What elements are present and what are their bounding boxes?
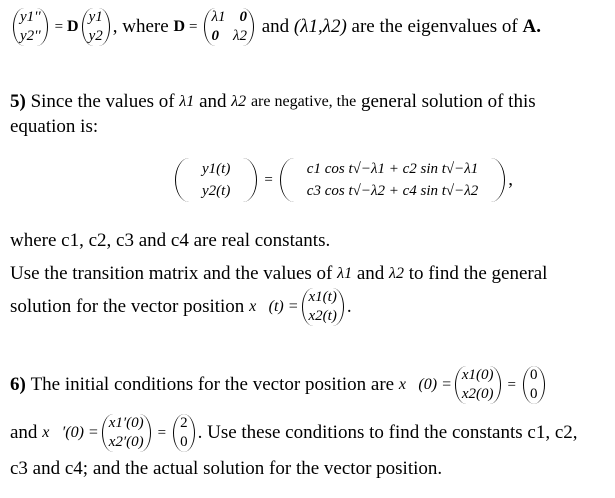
- text: The initial conditions for the vector position are: [30, 374, 395, 395]
- matrix-entry: x2(t): [308, 308, 337, 324]
- initial-velocity-symbol: x⃗′(0) =: [42, 424, 99, 441]
- text: ,: [508, 169, 514, 190]
- matrix-entry: x2′(0): [108, 434, 144, 450]
- initial-velocity-vector: [102, 414, 151, 452]
- matrix-symbol: D: [67, 18, 79, 35]
- text: .: [346, 296, 352, 317]
- matrix-entry: x2(0): [461, 386, 494, 402]
- second-derivative-vector: [13, 8, 48, 46]
- text: are the eigenvalues of: [351, 16, 518, 37]
- text: and: [199, 91, 227, 112]
- initial-velocity-values: [173, 414, 195, 452]
- matrix-entry: 0: [211, 28, 219, 44]
- text: general solution of this: [360, 91, 536, 112]
- step-number: 6): [10, 374, 26, 395]
- text: and: [261, 16, 290, 37]
- y-solution-vector: [175, 158, 257, 202]
- matrix-entry: y1'': [20, 9, 41, 25]
- constants-line: [10, 230, 330, 252]
- equals-sign: =: [264, 171, 273, 188]
- text: are negative, the: [250, 93, 357, 110]
- text: Use the transition matrix and the values of: [10, 263, 333, 284]
- matrix-entry: λ1: [211, 9, 226, 25]
- general-solution-equation: [172, 152, 513, 208]
- text: where c1, c2, c3 and c4 are real constants.: [10, 230, 331, 251]
- matrix-entry: 2: [180, 415, 188, 431]
- matrix-entry: 0: [530, 367, 538, 383]
- matrix-entry: 0: [180, 434, 188, 450]
- diagonal-system-line: [10, 4, 541, 50]
- matrix-entry: c1 cos t√−λ1 + c2 sin t√−λ1: [306, 161, 479, 177]
- text: equation is:: [10, 116, 99, 137]
- initial-position-vector: [455, 366, 501, 404]
- matrix-symbol: D: [173, 18, 186, 35]
- matrix-entry: 0: [239, 9, 247, 25]
- step-5-line: [10, 91, 536, 113]
- equals-sign: =: [157, 424, 167, 441]
- matrix-entry: y1: [88, 9, 103, 25]
- equals-sign: =: [189, 18, 198, 35]
- initial-position-values: [523, 366, 545, 404]
- text: . Use these conditions to find the constants c1, c2,: [197, 422, 578, 443]
- initial-position-symbol: x⃗(0) =: [398, 376, 452, 393]
- text: , where: [112, 16, 169, 37]
- matrix-entry: x1′(0): [108, 415, 144, 431]
- matrix-entry: 0: [530, 386, 538, 402]
- y-vector: [82, 8, 110, 46]
- use-line: [10, 263, 547, 285]
- lambda-symbol: λ2: [231, 93, 247, 110]
- matrix-symbol: A.: [522, 16, 541, 37]
- matrix-entry: x1(0): [461, 367, 494, 383]
- matrix-entry: y1(t): [202, 161, 231, 177]
- text: and: [10, 422, 38, 443]
- matrix-entry: x1(t): [308, 289, 337, 305]
- step-number: 5): [10, 91, 26, 112]
- use-line-2: [10, 284, 352, 330]
- step-6-line-3: [10, 458, 442, 480]
- step-6-line: [10, 362, 548, 408]
- diagonal-matrix: [204, 8, 254, 46]
- step-6-line-2: [10, 410, 578, 456]
- step-5-line-2: [10, 116, 98, 138]
- text: solution for the vector position: [10, 296, 245, 317]
- lambda-symbol: λ1: [179, 93, 195, 110]
- text: Since the values of: [30, 91, 175, 112]
- matrix-entry: c3 cos t√−λ2 + c4 sin t√−λ2: [306, 183, 479, 199]
- matrix-entry: λ2: [232, 28, 247, 44]
- text: and: [356, 263, 385, 284]
- text: to find the general: [408, 263, 548, 284]
- eigenvalue-pair: (λ1,λ2): [293, 16, 347, 37]
- matrix-entry: y2(t): [202, 183, 231, 199]
- equals-sign: =: [507, 376, 516, 393]
- lambda-symbol: λ1: [337, 265, 353, 282]
- equals-sign: =: [54, 18, 64, 35]
- matrix-entry: y2'': [20, 28, 41, 44]
- solution-vector: [280, 158, 505, 202]
- lambda-symbol: λ2: [389, 265, 404, 282]
- position-vector-symbol: x⃗(t) =: [249, 298, 299, 315]
- matrix-entry: y2: [88, 28, 103, 44]
- position-vector: [302, 288, 344, 326]
- text: c3 and c4; and the actual solution for the vector position.: [10, 458, 443, 479]
